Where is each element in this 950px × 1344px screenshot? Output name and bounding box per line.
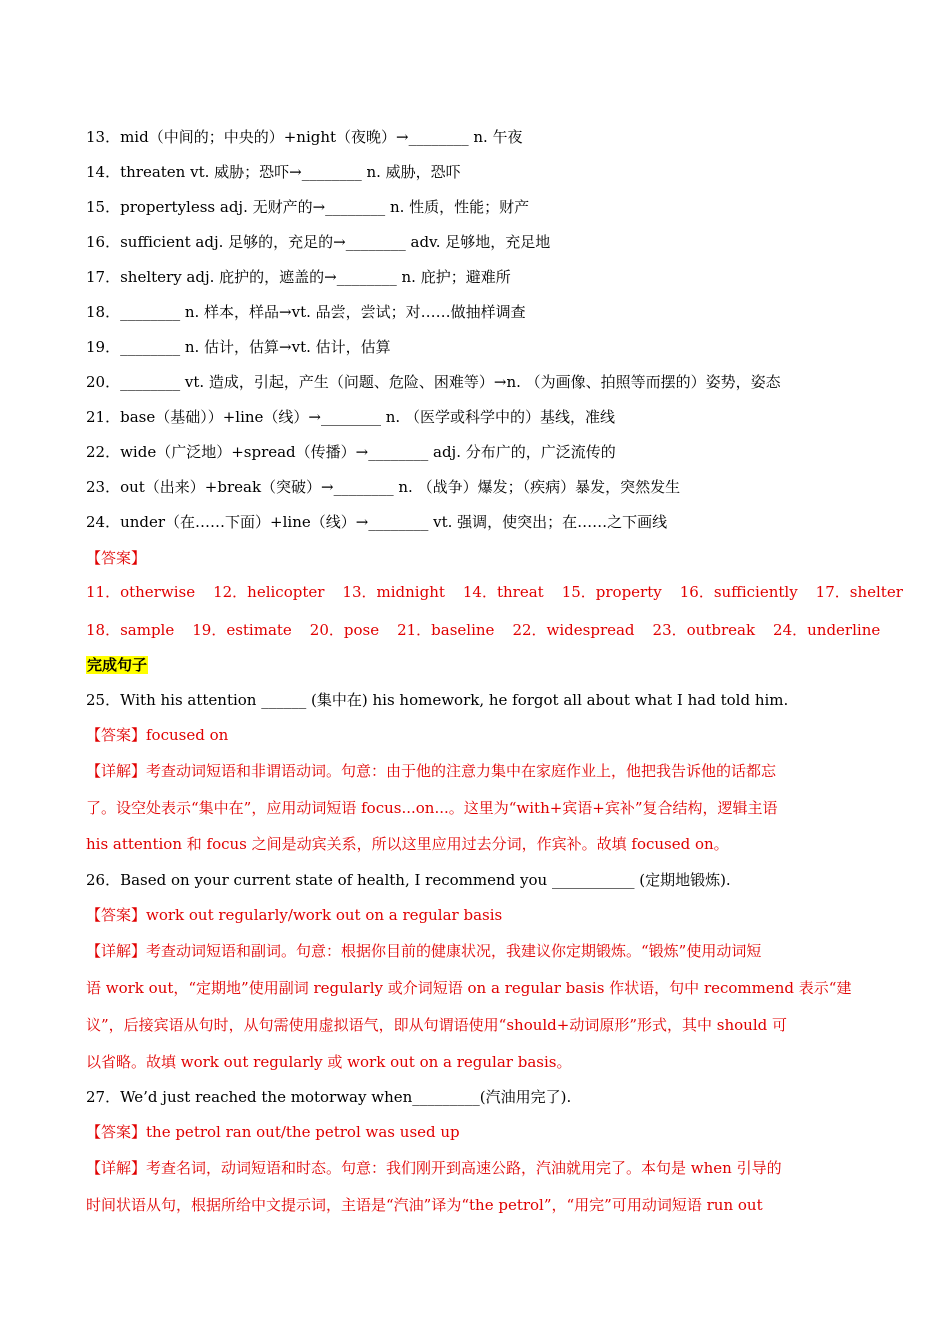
vocab-item-18: 18．________ n. 样本，样品→vt. 品尝，尝试；对……做抽样调查 <box>86 303 526 321</box>
vocab-item-22: 22．wide（广泛地）+spread（传播）→________ adj. 分布广的，广泛流传的 <box>86 443 616 461</box>
answer-23: 23．outbreak <box>652 621 756 639</box>
vocab-item-21: 21．base（基础））+line（线）→________ n. （医学或科学中的）基线，准线 <box>86 408 615 426</box>
question-26: 26．Based on your current state of health, I recommend you ___________ (定期地锻炼). <box>86 871 731 889</box>
explanation-26-line-2: 语 work out，“定期地”使用副词 regularly 或介词短语 on a regular basis 作状语，句中 recommend 表示“建 <box>86 979 852 997</box>
answer-16: 16．sufficiently <box>679 583 798 601</box>
explanation-26-line-1: 【详解】考查动词短语和副词。句意：根据你目前的健康状况，我建议你定期锻炼。“锻炼”使用动词短 <box>86 942 762 960</box>
answer-12: 12．helicopter <box>213 583 325 601</box>
question-25: 25．With his attention ______ (集中在) his homework, he forgot all about what I had told him. <box>86 691 789 709</box>
explanation-25-line-1: 【详解】考查动词短语和非谓语动词。句意：由于他的注意力集中在家庭作业上，他把我告诉他的话都忘 <box>86 762 777 780</box>
answer-27: 【答案】the petrol ran out/the petrol was used up <box>86 1123 460 1141</box>
section-title <box>86 655 148 675</box>
vocab-item-15: 15．propertyless adj. 无财产的→________ n. 性质，性能；财产 <box>86 198 530 216</box>
explanation-27-line-2: 时间状语从句，根据所给中文提示词，主语是“汽油”译为“the petrol”，“用完”可用动词短语 run out <box>86 1196 763 1214</box>
explanation-27-line-1: 【详解】考查名词，动词短语和时态。句意：我们刚开到高速公路，汽油就用完了。本句是 when 引导的 <box>86 1159 782 1177</box>
vocab-item-20: 20．________ vt. 造成，引起，产生（问题、危险、困难等）→n. （为画像、拍照等而摆的）姿势，姿态 <box>86 373 781 391</box>
answer-26: 【答案】work out regularly/work out on a regular basis <box>86 906 503 924</box>
answer-24: 24．underline <box>773 621 881 639</box>
answer-19: 19．estimate <box>192 621 292 639</box>
vocab-item-16: 16．sufficient adj. 足够的，充足的→________ adv. 足够地，充足地 <box>86 233 551 251</box>
vocab-item-23: 23．out（出来）+break（突破）→________ n. （战争）爆发；（疾病）暴发，突然发生 <box>86 478 681 496</box>
answer-15: 15．property <box>561 583 662 601</box>
answer-20: 20．pose <box>309 621 380 639</box>
answer-18: 18．sample <box>86 621 175 639</box>
answer-label: 【答案】 <box>86 549 147 567</box>
vocab-item-13: 13．mid（中间的；中央的）+night（夜晚）→________ n. 午夜 <box>86 128 523 146</box>
explanation-26-line-3: 议”，后接宾语从句时，从句需使用虚拟语气，即从句谓语使用“should+动词原形”形式，其中 should 可 <box>86 1016 788 1034</box>
answer-14: 14．threat <box>462 583 544 601</box>
answer-21: 21．baseline <box>397 621 495 639</box>
answer-13: 13．midnight <box>342 583 445 601</box>
vocab-item-14: 14．threaten vt. 威胁；恐吓→________ n. 威胁，恐吓 <box>86 163 461 181</box>
section-title-text: 完成句子 <box>87 656 148 674</box>
answers-row-1 <box>86 582 921 602</box>
answer-22: 22．widespread <box>512 621 635 639</box>
answer-11: 11．otherwise <box>86 583 196 601</box>
answer-17: 17．shelter <box>815 583 903 601</box>
vocab-item-24: 24．under（在……下面）+line（线）→________ vt. 强调，使突出；在……之下画线 <box>86 513 668 531</box>
vocab-item-19: 19．________ n. 估计，估算→vt. 估计，估算 <box>86 338 391 356</box>
answers-row-2 <box>86 620 898 640</box>
explanation-26-line-4: 以省略。故填 work out regularly 或 work out on a regular basis。 <box>86 1053 572 1071</box>
explanation-25-line-2: 了。设空处表示“集中在”，应用动词短语 focus...on...。这里为“with+宾语+宾补”复合结构，逻辑主语 <box>86 799 778 817</box>
answer-25: 【答案】focused on <box>86 726 229 744</box>
vocab-item-17: 17．sheltery adj. 庇护的，遮盖的→________ n. 庇护；避难所 <box>86 268 511 286</box>
explanation-25-line-3: his attention 和 focus 之间是动宾关系，所以这里应用过去分词，作宾补。故填 focused on。 <box>86 835 729 853</box>
question-27: 27．We’d just reached the motorway when_________(汽油用完了). <box>86 1088 572 1106</box>
